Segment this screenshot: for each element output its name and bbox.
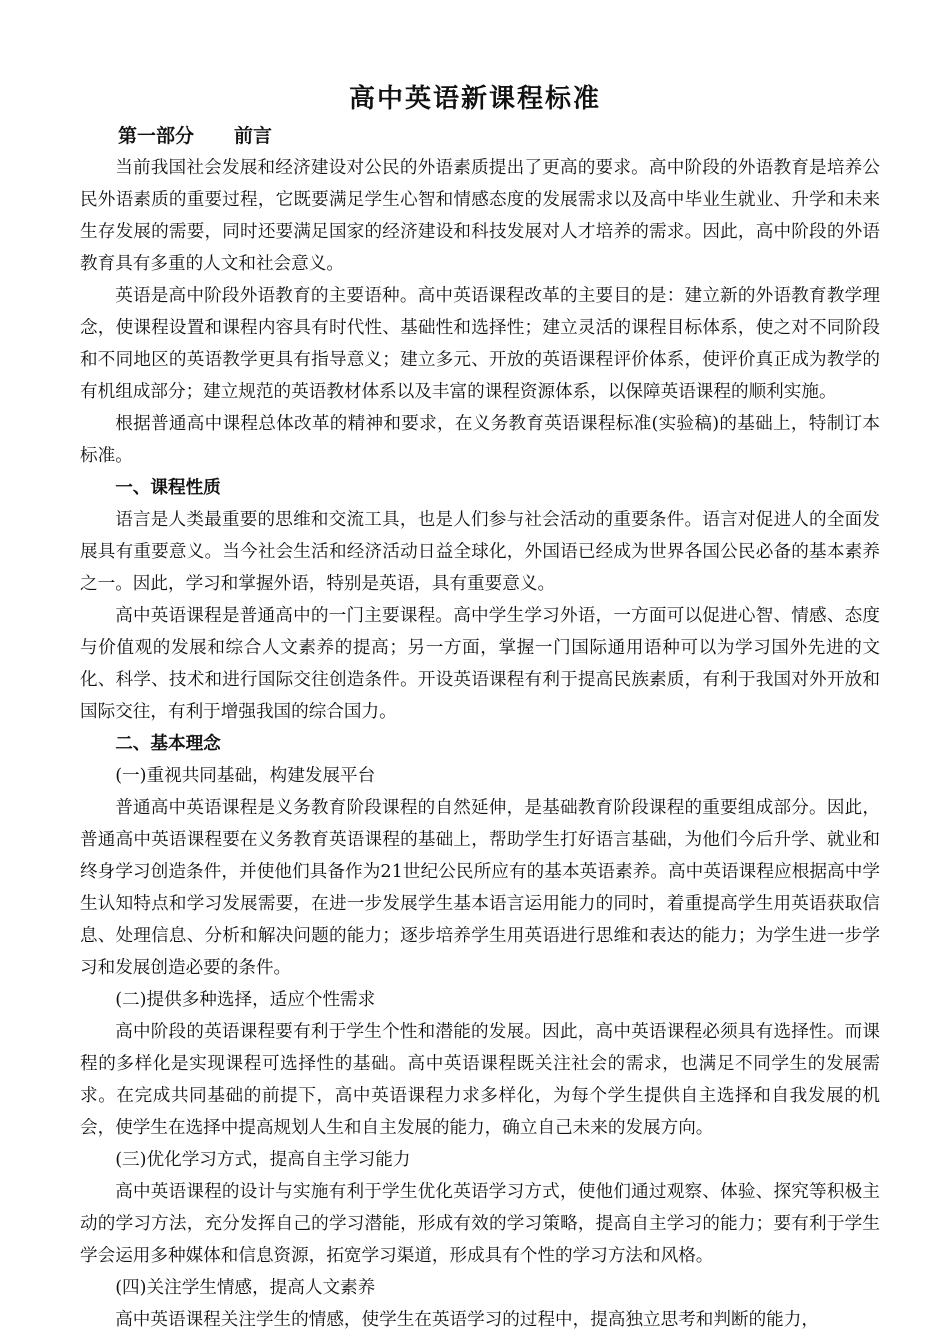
intro-paragraph: 英语是高中阶段外语教育的主要语种。高中英语课程改革的主要目的是：建立新的外语教育教学理念，使课程设置和课程内容具有时代性、基础性和选择性；建立灵活的课程目标体系，使之对不同阶段和不同地区的英语教学更具有指导意义；建立多元、开放的英语课程评价体系，使评价真正成为教学的有机组成部分；建立规范的英语教材体系以及丰富的课程资源体系，以保障英语课程的顺利实施。 [80,286,880,402]
subsection-heading: (二)提供多种选择，适应个性需求 [115,990,376,1010]
document-body [80,120,880,1336]
subsection-heading: (四)关注学生情感，提高人文素养 [115,1278,376,1298]
part-heading [80,120,880,152]
subsection-heading: (一)重视共同基础，构建发展平台 [115,766,376,786]
subsection-paragraph: 高中英语课程的设计与实施有利于学生优化英语学习方式，使他们通过观察、体验、探究等积极主动的学习方法，充分发挥自己的学习潜能，形成有效的学习策略，提高自主学习的能力；要有利于学生学会运用多种媒体和信息资源，拓宽学习渠道，形成具有个性的学习方法和风格。 [80,1182,880,1266]
section-heading: 二、基本理念 [115,734,221,754]
intro-paragraph: 当前我国社会发展和经济建设对公民的外语素质提出了更高的要求。高中阶段的外语教育是培养公民外语素质的重要过程，它既要满足学生心智和情感态度的发展需求以及高中毕业生就业、升学和未来生存发展的需要，同时还要满足国家的经济建设和科技发展对人才培养的需求。因此，高中阶段的外语教育具有多重的人文和社会意义。 [80,158,880,274]
subsection-paragraph: 普通高中英语课程是义务教育阶段课程的自然延伸，是基础教育阶段课程的重要组成部分。因此，普通高中英语课程要在义务教育英语课程的基础上，帮助学生打好语言基础，为他们今后升学、就业和终身学习创造条件，并使他们具备作为21世纪公民所应有的基本英语素养。高中英语课程应根据高中学生认知特点和学习发展需要，在进一步发展学生基本语言运用能力的同时，着重提高学生用英语获取信息、处理信息、分析和解决问题的能力；逐步培养学生用英语进行思维和表达的能力；为学生进一步学习和发展创造必要的条件。 [80,798,880,978]
subsection-heading: (三)优化学习方式，提高自主学习能力 [115,1150,411,1170]
part-name: 前言 [234,125,273,147]
part-label: 第一部分 [118,125,195,147]
subsection-paragraph: 高中阶段的英语课程要有利于学生个性和潜能的发展。因此，高中英语课程必须具有选择性。而课程的多样化是实现课程可选择性的基础。高中英语课程既关注社会的需求，也满足不同学生的发展需求。在完成共同基础的前提下，高中英语课程力求多样化，为每个学生提供自主选择和自我发展的机会，使学生在选择中提高规划人生和自主发展的能力，确立自己未来的发展方向。 [80,1022,880,1138]
document-title: 高中英语新课程标准 [348,84,601,114]
subsection-paragraph: 高中英语课程关注学生的情感，使学生在英语学习的过程中，提高独立思考和判断的能力， [115,1310,819,1330]
section-paragraph: 高中英语课程是普通高中的一门主要课程。高中学生学习外语，一方面可以促进心智、情感、态度与价值观的发展和综合人文素养的提高；另一方面，掌握一门国际通用语种可以为学习国外先进的文化、科学、技术和进行国际交往创造条件。开设英语课程有利于提高民族素质，有利于我国对外开放和国际交往，有利于增强我国的综合国力。 [80,606,880,722]
intro-paragraph: 根据普通高中课程总体改革的精神和要求，在义务教育英语课程标准(实验稿)的基础上，特制订本标准。 [80,414,880,466]
section-paragraph: 语言是人类最重要的思维和交流工具，也是人们参与社会活动的重要条件。语言对促进人的全面发展具有重要意义。当今社会生活和经济活动日益全球化，外国语已经成为世界各国公民必备的基本素养之一。因此，学习和掌握外语，特别是英语，具有重要意义。 [80,510,880,594]
section-heading: 一、课程性质 [115,478,221,498]
